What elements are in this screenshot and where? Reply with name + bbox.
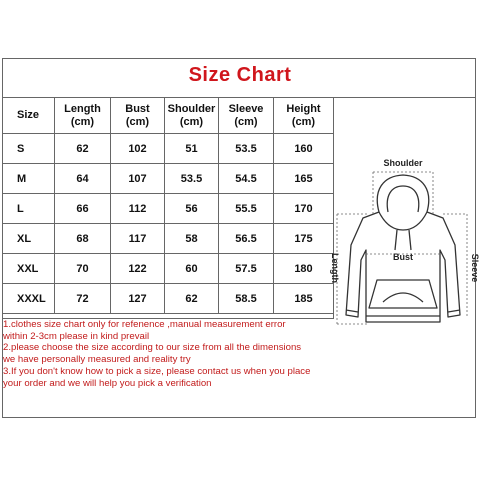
cell-length: 66: [55, 194, 111, 224]
header-size: Size: [3, 98, 55, 134]
header-bust: Bust (cm): [111, 98, 165, 134]
cell-shoulder: 60: [165, 254, 219, 284]
cell-length: 68: [55, 224, 111, 254]
hoodie-body: [346, 212, 460, 322]
cell-sleeve: 55.5: [219, 194, 274, 224]
cell-bust: 127: [111, 284, 165, 314]
header-length: Length (cm): [55, 98, 111, 134]
cell-height: 180: [274, 254, 334, 284]
cell-sleeve: 53.5: [219, 134, 274, 164]
cell-sleeve: 58.5: [219, 284, 274, 314]
cell-size: XL: [3, 224, 55, 254]
cell-length: 62: [55, 134, 111, 164]
table-header-row: [3, 98, 334, 134]
cell-shoulder: 53.5: [165, 164, 219, 194]
cell-length: 64: [55, 164, 111, 194]
cell-bust: 102: [111, 134, 165, 164]
header-sleeve: Sleeve (cm): [219, 98, 274, 134]
hood-outline: [377, 175, 428, 212]
cell-sleeve: 56.5: [219, 224, 274, 254]
shoulder-label: Shoulder: [383, 158, 423, 168]
cell-height: 185: [274, 284, 334, 314]
header-height: Height (cm): [274, 98, 334, 134]
pocket: [369, 280, 437, 308]
cell-shoulder: 51: [165, 134, 219, 164]
hood-opening: [387, 186, 419, 212]
cell-length: 72: [55, 284, 111, 314]
table-row: [3, 224, 334, 254]
length-label: Length: [330, 253, 340, 283]
cell-shoulder: 56: [165, 194, 219, 224]
size-notes: 1.clothes size chart only for refenence ,manual measurement error within 2-3cm please in kind prevail 2.please choose the size according to our size from all the dimensions we have personally measured and reality try 3.If you don't know how to pick a size, please contact us when you place your order and we will help you pick a verification: [3, 319, 311, 389]
cell-shoulder: 62: [165, 284, 219, 314]
cell-height: 175: [274, 224, 334, 254]
hoodie-measurement-diagram: [330, 150, 480, 340]
sleeve-label: Sleeve: [470, 253, 480, 283]
cell-sleeve: 57.5: [219, 254, 274, 284]
size-table: [2, 97, 334, 314]
cell-size: XXXL: [3, 284, 55, 314]
cell-bust: 112: [111, 194, 165, 224]
header-shoulder: Shoulder (cm): [165, 98, 219, 134]
cell-size: S: [3, 134, 55, 164]
cell-size: XXL: [3, 254, 55, 284]
cell-height: 170: [274, 194, 334, 224]
cell-size: M: [3, 164, 55, 194]
cell-bust: 107: [111, 164, 165, 194]
table-row: [3, 164, 334, 194]
table-row: [3, 194, 334, 224]
cell-height: 165: [274, 164, 334, 194]
cell-height: 160: [274, 134, 334, 164]
cell-length: 70: [55, 254, 111, 284]
bust-label: Bust: [393, 252, 413, 262]
table-row: [3, 134, 334, 164]
table-row: [3, 254, 334, 284]
chart-title: Size Chart: [188, 64, 292, 86]
cell-size: L: [3, 194, 55, 224]
cell-shoulder: 58: [165, 224, 219, 254]
table-row: [3, 284, 334, 314]
cell-bust: 117: [111, 224, 165, 254]
cell-sleeve: 54.5: [219, 164, 274, 194]
drawstring: [395, 230, 397, 250]
cell-bust: 122: [111, 254, 165, 284]
